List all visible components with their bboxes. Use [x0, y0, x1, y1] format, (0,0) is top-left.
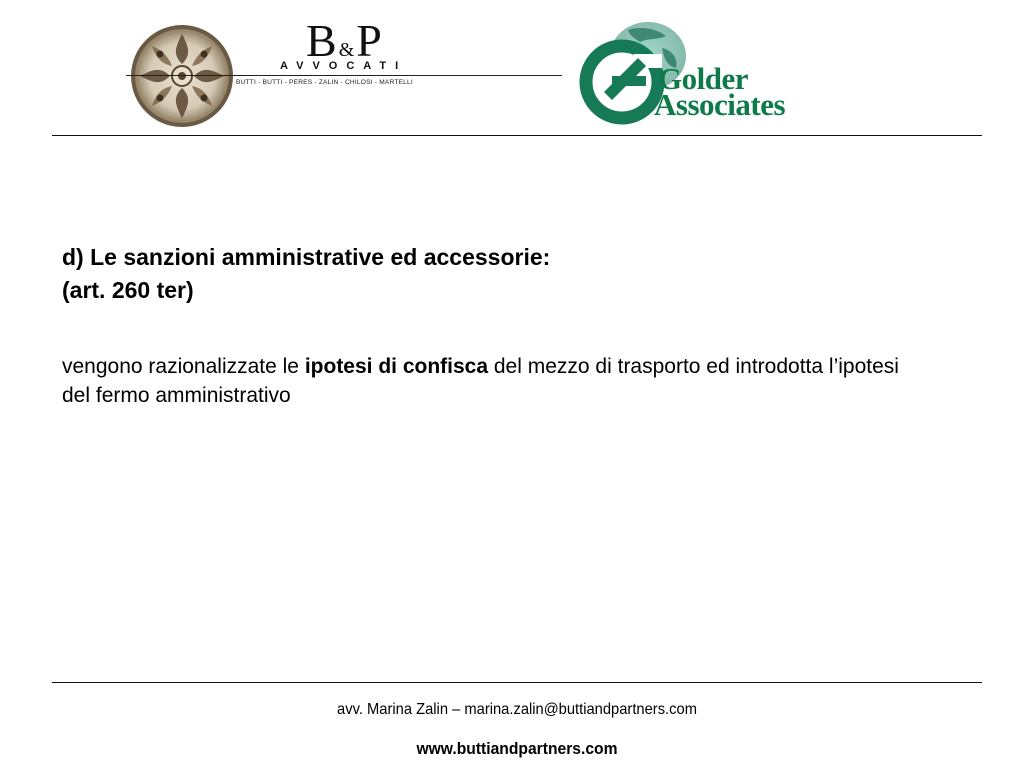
golder-associates-logo [578, 16, 824, 128]
bp-monogram: B&P [306, 15, 383, 66]
header-divider [52, 135, 982, 136]
bp-logo-rule [234, 75, 562, 76]
heading-line-1: d) Le sanzioni amministrative ed accessorie: [62, 244, 551, 270]
body-paragraph [62, 352, 932, 410]
footer-website-link[interactable]: www.buttiandpartners.com [416, 739, 618, 758]
footer-divider [52, 682, 982, 683]
body-text-emphasis: ipotesi di confisca [304, 355, 489, 378]
body-text-end: del mezzo di trasporto ed introdotta l’ipotesi del fermo amministrativo [62, 355, 899, 407]
bp-brand-wordmark [234, 15, 456, 108]
bp-logo-rule-left [126, 75, 234, 76]
body-text-start: vengono razionalizzate le [62, 355, 305, 378]
heading-line-2: (art. 260 ter) [62, 277, 194, 303]
associates-word: Associates [654, 87, 786, 122]
bp-partners-names: BUTTI - BUTTI - PERES - ZALIN - CHILOSI - MARTELLI [236, 79, 413, 86]
decorative-medallion-icon [130, 24, 234, 128]
golder-wordmark [654, 61, 786, 122]
golder-word: Golder [658, 61, 748, 96]
footer-contact: avv. Marina Zalin – marina.zalin@buttiandpartners.com [337, 701, 697, 718]
section-heading [62, 241, 550, 307]
bp-avvocati-label: AVVOCATI [280, 60, 408, 72]
bp-avvocati-logo [126, 15, 456, 134]
